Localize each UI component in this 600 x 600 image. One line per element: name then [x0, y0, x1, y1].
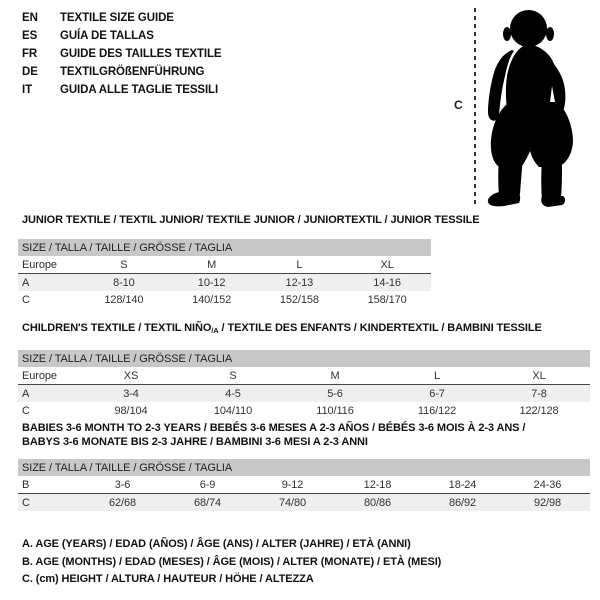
measure-c-label: C — [454, 98, 463, 112]
babies-size-table — [18, 459, 590, 511]
section-title-text: JUNIOR TEXTILE / TEXTIL JUNIOR/ TEXTILE JUNIOR / JUNIORTEXTIL / JUNIOR TESSILE — [22, 214, 480, 226]
legend-row: B. AGE (MONTHS) / EDAD (MESES) / ÂGE (MOIS) / ALTER (MONATE) / ETÀ (MESI) — [22, 555, 442, 568]
section-title-text: CHILDREN'S TEXTILE / TEXTIL NIÑO — [22, 322, 212, 334]
section-title-text: / TEXTILE DES ENFANTS / KINDERTEXTIL / BAMBINI TESSILE — [218, 322, 542, 334]
size-value-cell: L — [256, 256, 344, 274]
height-measure-figure — [440, 0, 600, 215]
row-label: Europe — [18, 256, 80, 274]
row-label: A — [18, 274, 80, 292]
language-code: IT — [22, 84, 33, 96]
size-value-cell: 92/98 — [505, 494, 590, 512]
table-row — [18, 256, 431, 274]
table-row — [18, 494, 590, 512]
size-value-cell: 24-36 — [505, 476, 590, 494]
size-value-cell: 74/80 — [250, 494, 335, 512]
size-value-cell: 158/170 — [367, 293, 407, 306]
size-value-cell: L — [386, 367, 488, 385]
size-value-cell: XL — [343, 256, 431, 274]
table-row — [18, 385, 590, 403]
language-row — [22, 9, 222, 27]
size-value-cell: XS — [80, 367, 182, 385]
size-value-cell: XL — [488, 367, 590, 385]
size-value-cell: 5-6 — [284, 385, 386, 403]
section-title-text: /A — [211, 326, 219, 335]
legend-row: A. AGE (YEARS) / EDAD (AÑOS) / ÂGE (ANS) / ALTER (JAHRE) / ETÀ (ANNI) — [22, 538, 411, 550]
babies-textile-section — [18, 421, 590, 511]
size-value-cell: 12-18 — [335, 476, 420, 494]
language-row — [22, 81, 222, 99]
size-value-cell: 12-13 — [256, 274, 344, 292]
size-header-bar: SIZE / TALLA / TAILLE / GRÖSSE / TAGLIA — [18, 239, 431, 256]
size-value-cell: 116/122 — [417, 404, 457, 417]
row-label: B — [18, 476, 80, 494]
size-value-cell: 8-10 — [80, 274, 168, 292]
legend-row: C. (cm) HEIGHT / ALTURA / HAUTEUR / HÖHE / ALTEZZA — [22, 573, 314, 585]
size-value-cell: S — [182, 367, 284, 385]
row-label: Europe — [18, 367, 80, 385]
baby-silhouette-image — [484, 8, 580, 208]
junior-size-table — [18, 239, 431, 308]
language-code: ES — [22, 30, 38, 42]
size-value-cell: 152/158 — [279, 293, 319, 306]
measurement-legend — [22, 536, 441, 589]
language-guide-title: GUÍA DE TALLAS — [60, 30, 154, 42]
language-code: EN — [22, 12, 38, 24]
dashed-measure-line — [474, 8, 476, 206]
size-value-cell: 7-8 — [488, 385, 590, 403]
language-guide-title: GUIDE DES TAILLES TEXTILE — [60, 48, 222, 60]
table-row — [18, 402, 590, 419]
size-value-cell: 128/140 — [104, 293, 144, 306]
language-guide-title: TEXTILGRÖßENFÜHRUNG — [60, 66, 205, 78]
row-label: C — [22, 404, 30, 417]
row-label: C — [22, 293, 30, 306]
children-size-table — [18, 350, 590, 419]
section-title-junior — [18, 213, 480, 227]
size-value-cell: 110/116 — [316, 404, 354, 417]
language-code: FR — [22, 48, 38, 60]
language-title-list — [22, 9, 222, 99]
table-row — [18, 291, 431, 308]
language-row — [22, 27, 222, 45]
size-value-cell: 18-24 — [420, 476, 505, 494]
size-value-cell: 122/128 — [519, 404, 559, 417]
size-value-cell: 6-9 — [165, 476, 250, 494]
size-value-cell: 140/152 — [192, 293, 232, 306]
language-row — [22, 45, 222, 63]
size-value-cell: 62/68 — [80, 494, 165, 512]
size-value-cell: S — [80, 256, 168, 274]
table-row — [18, 274, 431, 292]
size-value-cell: 3-6 — [80, 476, 165, 494]
size-value-cell: M — [168, 256, 256, 274]
size-value-cell: 104/110 — [213, 404, 253, 417]
junior-textile-section — [18, 213, 480, 308]
language-guide-title: TEXTILE SIZE GUIDE — [60, 12, 174, 24]
table-row — [18, 476, 590, 494]
language-row — [22, 63, 222, 81]
table-row — [18, 367, 590, 385]
size-value-cell: 14-16 — [343, 274, 431, 292]
size-header-bar: SIZE / TALLA / TAILLE / GRÖSSE / TAGLIA — [18, 459, 590, 476]
row-label: C — [18, 494, 80, 512]
size-value-cell: 98/104 — [114, 404, 148, 417]
size-value-cell: 4-5 — [182, 385, 284, 403]
size-value-cell: M — [284, 367, 386, 385]
language-guide-title: GUIDA ALLE TAGLIE TESSILI — [60, 84, 219, 96]
language-code: DE — [22, 66, 38, 78]
size-value-cell: 10-12 — [168, 274, 256, 292]
section-title-text: BABIES 3-6 MONTH TO 2-3 YEARS / BEBÉS 3-6 MESES A 2-3 AÑOS / BÉBÉS 3-6 MOIS À 2-3 ANS / — [22, 422, 526, 434]
size-value-cell: 80/86 — [335, 494, 420, 512]
section-title-children — [18, 321, 590, 338]
section-title-text: BABYS 3-6 MONATE BIS 2-3 JAHRE / BAMBINI 3-6 MESI A 2-3 ANNI — [22, 436, 368, 448]
size-value-cell: 9-12 — [250, 476, 335, 494]
row-label: A — [18, 385, 80, 403]
section-title-babies — [18, 421, 590, 449]
size-value-cell: 3-4 — [80, 385, 182, 403]
size-value-cell: 68/74 — [165, 494, 250, 512]
size-value-cell: 86/92 — [420, 494, 505, 512]
children-textile-section — [18, 321, 590, 419]
size-value-cell: 6-7 — [386, 385, 488, 403]
size-header-bar: SIZE / TALLA / TAILLE / GRÖSSE / TAGLIA — [18, 350, 590, 367]
